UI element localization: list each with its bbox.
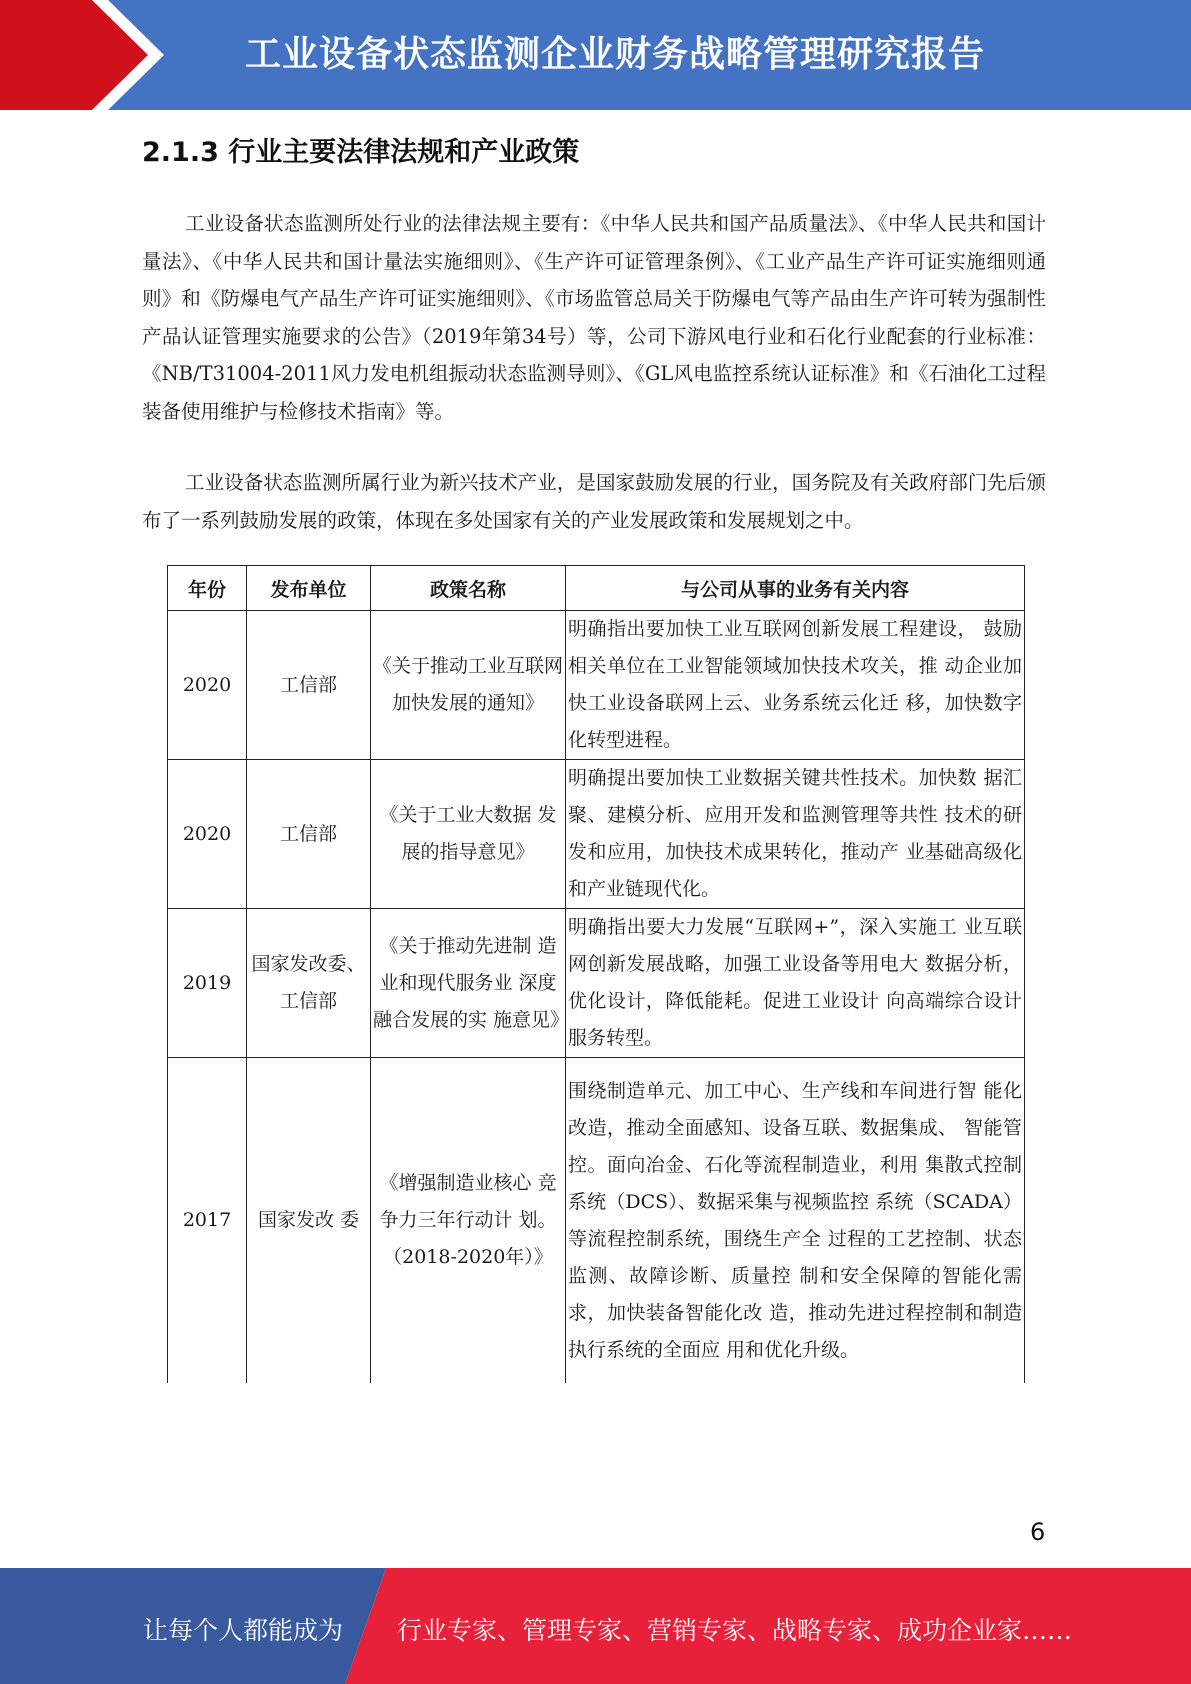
table-row [168,1058,1025,1384]
page-number: 6 [1030,1518,1046,1546]
table-row [168,611,1025,760]
cell-unit: 工信部 [247,760,371,909]
report-title: 工业设备状态监测企业财务战略管理研究报告 [245,34,986,75]
footer-slogan-right: 行业专家、管理专家、营销专家、战略专家、成功企业家…… [397,1616,1073,1645]
cell-year: 2019 [168,909,247,1058]
cell-unit: 工信部 [247,611,371,760]
cell-unit: 国家发改 委 [247,1058,371,1384]
red-chevron-shape [0,0,148,110]
cell-year: 2020 [168,611,247,760]
cell-policy: 《关于推动工业互联网加快发展的通知》 [371,611,566,760]
policy-table [167,565,1025,1383]
cell-content: 明确指出要大力发展“互联网+”，深入实施工 业互联网创新发展战略，加强工业设备等用电大 数据分析，优化设计，降低能耗。促进工业设计 向高端综合设计服务转型。 [566,909,1025,1058]
cell-content: 明确提出要加快工业数据关键共性技术。加快数 据汇聚、建模分析、应用开发和监测管理等共性 技术的研发和应用，加快技术成果转化，推动产 业基础高级化和产业链现代化。 [566,760,1025,909]
header-content: 与公司从事的业务有关内容 [566,566,1025,611]
section-heading: 2.1.3 行业主要法律法规和产业政策 [142,137,580,168]
table-row [168,909,1025,1058]
footer-slogan-left: 让每个人都能成为 [143,1616,344,1645]
header-unit: 发布单位 [247,566,371,611]
cell-content: 明确指出要加快工业互联网创新发展工程建设， 鼓励相关单位在工业智能领域加快技术攻关，推 动企业加快工业设备联网上云、业务系统云化迁 移，加快数字化转型进程。 [566,611,1025,760]
cell-unit: 国家发改委、工信部 [247,909,371,1058]
cell-policy: 《关于推动先进制 造业和现代服务业 深度融合发展的实 施意见》 [371,909,566,1058]
table-row [168,760,1025,909]
page-header [0,0,1191,110]
page-footer [0,1568,1191,1684]
cell-content: 围绕制造单元、加工中心、生产线和车间进行智 能化改造，推动全面感知、设备互联、数据集成、 智能管控。面向冶金、石化等流程制造业，利用 集散式控制系统（DCS）、数据采集与视频监控 系统（SCADA）等流程控制系统，围绕生产全 过程的工艺控制、状态监测、故障诊断、质量控 制和安全保障的智能化需求，加快装备智能化改 造，推动先进过程控制和制造执行系统的全面应 用和优化升级。 [566,1058,1025,1384]
cell-year: 2017 [168,1058,247,1384]
table-header-row [168,566,1025,611]
paragraph-laws: 工业设备状态监测所处行业的法律法规主要有：《中华人民共和国产品质量法》、《中华人民共和国计量法》、《中华人民共和国计量法实施细则》、《生产许可证管理条例》、《工业产品生产许可证实施细则通则》和《防爆电气产品生产许可证实施细则》、《市场监管总局关于防爆电气等产品由生产许可转为强制性产品认证管理实施要求的公告》（2019年第34号）等，公司下游风电行业和石化行业配套的行业标准：《NB/T31004-2011风力发电机组振动状态监测导则》、《GL风电监控系统认证标准》和《石油化工过程装备使用维护与检修技术指南》等。 [142,212,1046,423]
cell-policy: 《增强制造业核心 竞争力三年行动计 划。（2018-2020年）》 [371,1058,566,1384]
header-year: 年份 [168,566,247,611]
cell-policy: 《关于工业大数据 发展的指导意见》 [371,760,566,909]
paragraph-policies: 工业设备状态监测所属行业为新兴技术产业，是国家鼓励发展的行业，国务院及有关政府部门先后颁布了一系列鼓励发展的政策，体现在多处国家有关的产业发展政策和发展规划之中。 [142,471,1046,532]
cell-year: 2020 [168,760,247,909]
header-policy: 政策名称 [371,566,566,611]
